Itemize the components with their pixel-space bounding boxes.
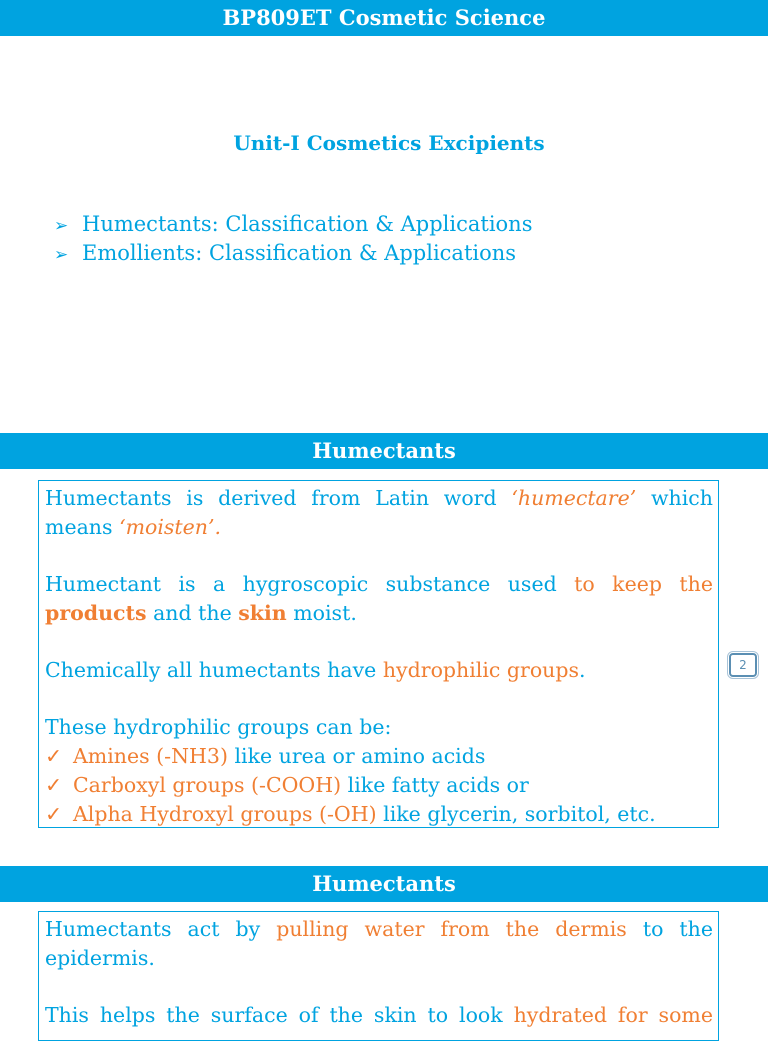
checkmark-icon: ✓ xyxy=(45,802,63,826)
text-run: like fatty acids or xyxy=(347,773,529,797)
text-run: Chemically all humectants have xyxy=(45,658,377,682)
highlight-text: to keep the xyxy=(574,572,713,596)
highlight-text: hydrated for some xyxy=(513,1003,713,1027)
check-item xyxy=(45,800,713,829)
highlight-text: products xyxy=(45,601,147,625)
highlight-text: ‘moisten’. xyxy=(119,515,222,539)
highlight-text: Carboxyl groups (-COOH) xyxy=(73,773,342,797)
text-run: to the xyxy=(642,917,714,941)
topic-text: Humectants: Classification & Applications xyxy=(82,212,533,236)
paragraph-line: epidermis. xyxy=(45,946,155,970)
unit-title: Unit-I Cosmetics Excipients xyxy=(233,131,545,155)
check-item xyxy=(45,742,713,771)
text-run: Humectants act by xyxy=(45,917,261,941)
text-run: means xyxy=(45,515,113,539)
arrow-bullet-icon: ➢ xyxy=(54,245,69,265)
paragraph-line xyxy=(45,599,713,628)
text-run: Humectant is a hygroscopic substance used xyxy=(45,572,557,596)
slide-title: Humectants xyxy=(312,871,456,896)
text-run: moist. xyxy=(293,601,357,625)
slide-title: Humectants xyxy=(312,438,456,463)
paragraph-line xyxy=(45,915,713,944)
paragraph-line xyxy=(45,513,713,542)
text-run: which xyxy=(650,486,713,510)
text-run: This helps the surface of the skin to look xyxy=(45,1003,503,1027)
text-run: and the xyxy=(153,601,232,625)
highlight-text: pulling water from the dermis xyxy=(276,917,627,941)
text-run: . xyxy=(579,658,586,682)
check-item xyxy=(45,771,713,800)
text-run: Humectants is derived from Latin word xyxy=(45,486,497,510)
highlight-text: Amines (-NH3) xyxy=(73,744,228,768)
slide-title-bar xyxy=(0,433,768,469)
text-run: like glycerin, sorbitol, etc. xyxy=(383,802,656,826)
page-number-badge[interactable]: 2 xyxy=(729,653,757,677)
deck-title-bar xyxy=(0,0,768,36)
topic-text: Emollients: Classification & Applications xyxy=(82,241,517,265)
paragraph-line xyxy=(45,570,713,599)
paragraph-line xyxy=(45,484,713,513)
highlight-text: skin xyxy=(238,601,287,625)
content-box xyxy=(38,480,719,828)
highlight-text: hydrophilic groups xyxy=(382,658,580,682)
topic-list xyxy=(54,211,533,269)
arrow-bullet-icon: ➢ xyxy=(54,216,69,236)
content-box xyxy=(38,911,719,1041)
checkmark-icon: ✓ xyxy=(45,773,63,797)
highlight-text: Alpha Hydroxyl groups (-OH) xyxy=(73,802,377,826)
paragraph-line xyxy=(45,1001,713,1030)
slide-title-bar xyxy=(0,866,768,902)
text-run: like urea or amino acids xyxy=(234,744,486,768)
highlight-text: ‘humectare’ xyxy=(511,486,637,510)
list-intro: These hydrophilic groups can be: xyxy=(45,715,392,739)
checkmark-icon: ✓ xyxy=(45,744,63,768)
deck-title: BP809ET Cosmetic Science xyxy=(222,5,546,30)
paragraph-line xyxy=(45,656,713,685)
topic-item xyxy=(54,240,533,269)
topic-item xyxy=(54,211,533,240)
